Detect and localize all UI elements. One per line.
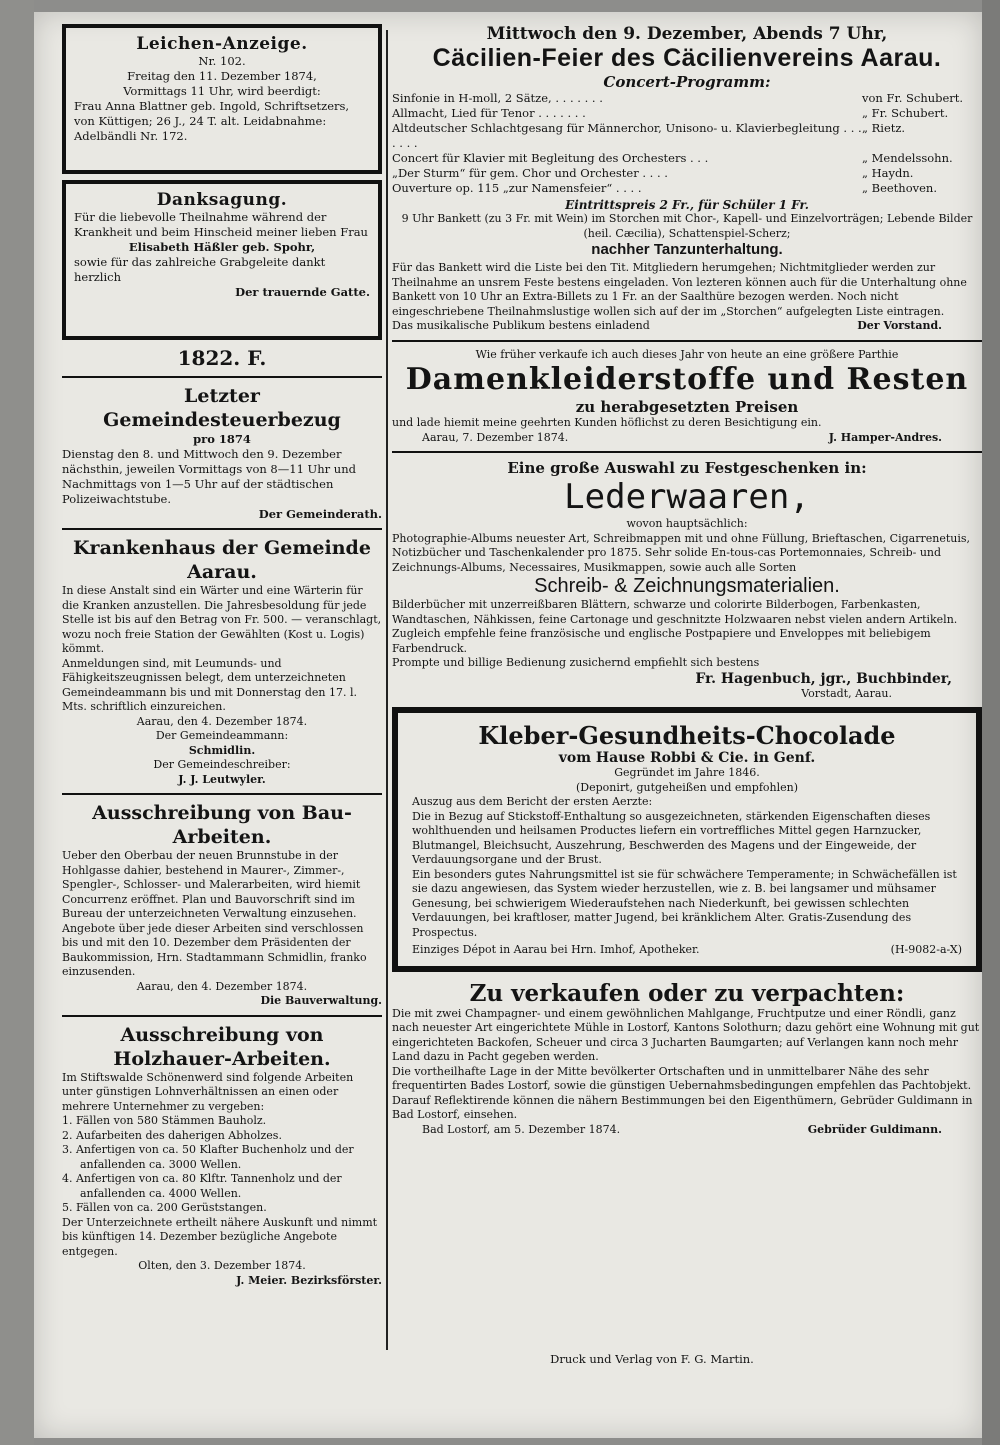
concert-ad [392, 24, 982, 334]
wood-item-5: 5. Fällen von ca. 200 Gerüststangen. [62, 1201, 267, 1214]
leather-intro: Eine große Auswahl zu Festgeschenken in: [507, 459, 867, 477]
wood-outro: Der Unterzeichnete ertheilt nähere Auskunft und nimmt bis künftigen 14. Dezember bezügliche Angebote entgegen. [62, 1215, 378, 1258]
program-row [392, 91, 982, 106]
thanks-notice [62, 180, 382, 340]
fabric-ad [392, 348, 982, 446]
wood-item-4: 4. Anfertigen von ca. 80 Klftr. Tannenholz und der anfallenden ca. 4000 Wellen. [62, 1172, 342, 1200]
left-page-margin [0, 0, 34, 1445]
chocolate-ad [392, 707, 982, 972]
building-title: Ausschreibung von Bau-Arbeiten. [92, 802, 352, 848]
thanks-text: Für die liebevolle Theilnahme während der Krankheit und beim Hinscheid meiner lieben Frau [74, 210, 368, 239]
chocolate-title: Kleber-Gesundheits-Chocolade [478, 721, 896, 750]
hospital-role-2: Der Gemeindeschreiber: [153, 758, 291, 771]
death-notice-title: Leichen-Anzeige. [136, 34, 308, 54]
program-title: Concert-Programm: [603, 73, 771, 91]
building-signature: Die Bauverwaltung. [260, 994, 382, 1007]
concert-closing-row [392, 319, 982, 334]
left-column [62, 24, 382, 1288]
wood-intro: Im Stiftswalde Schönenwerd sind folgende Arbeiten unter günstigen Lohnverhältnissen an einen oder mehrere Unternehmer zu vergeben: [62, 1070, 354, 1113]
building-place: Aarau, den 4. Dezember 1874. [136, 979, 308, 993]
tax-text: Dienstag den 8. und Mittwoch den 9. Dezember nächsthin, jeweilen Vormittags von 8—11 Uhr und Nachmittags von 1—5 Uhr auf der städtischen Polizeiwachtstube. [62, 447, 356, 506]
leather-headline: Lederwaaren, [564, 477, 810, 517]
concert-bankett: 9 Uhr Bankett (zu 3 Fr. mit Wein) im Storchen mit Chor-, Kapell- und Einzelvorträgen; Lebende Bilder (heil. Cæcilia), Schattenspiel-Scherz; [401, 212, 973, 240]
thanks-name: Elisabeth Häßler geb. Spohr, [128, 240, 316, 254]
concert-date: Mittwoch den 9. Dezember, Abends 7 Uhr, [486, 24, 888, 44]
chocolate-excerpt: Auszug aus dem Bericht der ersten Aerzte: [412, 795, 653, 808]
fabric-subtitle: zu herabgesetzten Preisen [575, 398, 799, 416]
program-work: „Der Sturm“ für gem. Chor und Orchester . . . . [392, 166, 668, 180]
leather-text-2: Bilderbücher mit unzerreißbaren Blättern, schwarze und colorirte Bilderbogen, Farbenkasten, Wandtaschen, Nähkissen, feine Cartonage und geschnitzte Holzwaaren nebst vielen andern Artikeln. [392, 598, 958, 626]
program-row [392, 106, 982, 121]
concert-title: Cäcilien-Feier des Cäcilienvereins Aarau. [432, 44, 942, 72]
program-row [392, 166, 982, 181]
fabric-headline: Damenkleiderstoffe und Resten [405, 362, 969, 397]
rule [392, 451, 982, 453]
sale-place: Bad Lostorf, am 5. Dezember 1874. [422, 1122, 621, 1136]
chocolate-founded: Gegründet im Jahre 1846. [614, 766, 760, 779]
program-work: Concert für Klavier mit Begleitung des Orchesters . . . [392, 151, 709, 165]
leather-ad [392, 459, 982, 701]
program-composer: „ Rietz. [862, 121, 906, 135]
hospital-role-1: Der Gemeindeammann: [155, 729, 289, 742]
wood-item-3: 3. Anfertigen von ca. 50 Klafter Buchenholz und der anfallenden ca. 3000 Wellen. [62, 1143, 354, 1171]
leather-text-4: Prompte und billige Bedienung zusichernd empfiehlt sich bestens [392, 656, 760, 669]
leather-signature: Fr. Hagenbuch, jgr., Buchbinder, [695, 670, 952, 687]
hospital-text: In diese Anstalt sind ein Wärter und eine Wärterin für die Kranken anzustellen. Die Jahresbesoldung für jede Stelle ist bis auf den Betrag von Fr. 500. — veranschlagt, wozu noch freie Station der Gewählten (Kost u. Logis) kömmt. [62, 584, 382, 655]
hospital-title: Krankenhaus der Gemeinde Aarau. [73, 537, 371, 583]
wood-title: Ausschreibung von Holzhauer-Arbeiten. [113, 1023, 331, 1070]
wood-notice [62, 1023, 382, 1289]
chocolate-depot: Einziges Dépot in Aarau bei Hrn. Imhof, Apotheker. [412, 943, 700, 956]
death-notice [62, 24, 382, 174]
death-notice-time: Vormittags 11 Uhr, wird beerdigt: [123, 84, 321, 98]
leather-signature-2: Vorstadt, Aarau. [801, 686, 892, 700]
program-row [392, 181, 982, 196]
wood-signature: J. Meier. Bezirksförster. [236, 1273, 382, 1287]
thanks-title: Danksagung. [156, 190, 288, 210]
concert-price: Eintrittspreis 2 Fr., für Schüler 1 Fr. [565, 198, 809, 212]
fabric-footer-row [392, 431, 982, 446]
death-notice-date: Freitag den 11. Dezember 1874, [127, 69, 317, 83]
building-text: Ueber den Oberbau der neuen Brunnstube in der Hohlgasse dahier, bestehend in Maurer-, Zimmer-, Spengler-, Schlosser- und Malerarbeiten, wird hiemit Concurrenz eröffnet. Plan und Bauvorschrift sind im Bureau der unterzeichneten Verwaltung einzusehen. Angebote über jede dieser Arbeiten sind verschlossen bis und mit den 10. Dezember dem Präsidenten der Baukommission, Hrn. Stadtammann Schmidlin, franko einzusenden. [62, 849, 367, 978]
fabric-signature: J. Hamper-Andres. [828, 430, 942, 444]
program-composer: „ Fr. Schubert. [862, 106, 949, 120]
sale-text-3: Darauf Reflektirende können die nähern Bestimmungen bei den Eigenthümern, Gebrüder Guldimann in Bad Lostorf, einsehen. [392, 1093, 973, 1121]
building-notice [62, 801, 382, 1009]
hospital-place: Aarau, den 4. Dezember 1874. [136, 714, 308, 728]
leather-subhead: Schreib- & Zeichnungsmaterialien. [534, 575, 840, 597]
rule [62, 528, 382, 530]
program-work: Ouverture op. 115 „zur Namensfeier“ . . . . [392, 181, 642, 195]
hospital-name-2: J. J. Leutwyler. [178, 772, 266, 786]
tax-title: Letzter Gemeindesteuerbezug [103, 385, 341, 431]
sale-title: Zu verkaufen oder zu verpachten: [469, 979, 905, 1007]
death-notice-number: Nr. 102. [198, 54, 246, 68]
program-composer: von Fr. Schubert. [862, 91, 964, 105]
hospital-text-2: Anmeldungen sind, mit Leumunds- und Fähigkeitszeugnissen belegt, dem unterzeichneten Gemeindeammann bis und mit Donnerstag den 17. l. Mts. schriftlich einzureichen. [62, 656, 357, 713]
right-column [392, 24, 982, 1137]
imprint: Druck und Verlag von F. G. Martin. [550, 1352, 754, 1366]
chocolate-deposited: (Deponirt, gutgeheißen und empfohlen) [575, 780, 799, 794]
sale-text-2: Die vortheilhafte Lage in der Mitte bevölkerter Ortschaften und in unmittelbarer Nähe des sehr frequentirten Bades Lostorf, sowie die günstigen Uebernahmsbedingungen empfehlen das Pachtobjekt. [392, 1064, 972, 1092]
rule [62, 1015, 382, 1017]
sale-text-1: Die mit zwei Champagner- und einem gewöhnlichen Mahlgange, Fruchtputze und einer Röndli, ganz nach neuester Art eingerichtete Mühle in Lostorf, Kantons Solothurn; dazu gehört eine Wohnung mit gut eingerichteten Backofen, Scheuer und circa 3 Jucharten Baumgarten; auf Verlangen kann noch mehr Land dazu in Pacht gegeben werden. [392, 1006, 980, 1063]
sale-ad [392, 980, 982, 1138]
tax-code: 1822. F. [177, 346, 267, 370]
fabric-intro: Wie früher verkaufe ich auch dieses Jahr von heute an eine größere Parthie [475, 347, 899, 361]
program-composer: „ Mendelssohn. [862, 151, 953, 165]
thanks-signature: Der trauernde Gatte. [235, 285, 370, 299]
rule [62, 793, 382, 795]
rule [62, 376, 382, 378]
program-row [392, 121, 982, 151]
death-notice-text: Frau Anna Blattner geb. Ingold, Schriftsetzers, von Küttigen; 26 J., 24 T. alt. Leidabnahme: Adelbändli Nr. 172. [74, 99, 350, 143]
rule [392, 340, 982, 342]
chocolate-depot-row [412, 943, 962, 958]
tax-subtitle: pro 1874 [193, 432, 251, 446]
fabric-place: Aarau, 7. Dezember 1874. [422, 430, 569, 444]
thanks-text-2: sowie für das zahlreiche Grabgeleite dankt herzlich [74, 255, 326, 284]
program-composer: „ Beethoven. [862, 181, 937, 195]
leather-wovon: wovon hauptsächlich: [626, 517, 748, 530]
fabric-text: und lade hiemit meine geehrten Kunden höflichst zu deren Besichtigung ein. [392, 416, 822, 429]
concert-dance: nachher Tanzunterhaltung. [591, 241, 783, 258]
sale-signature: Gebrüder Guldimann. [807, 1122, 942, 1136]
program-work: Allmacht, Lied für Tenor . . . . . . . [392, 106, 586, 120]
hospital-name-1: Schmidlin. [188, 743, 256, 757]
chocolate-text-1: Die in Bezug auf Stickstoff-Enthaltung so ausgezeichneten, stärkenden Eigenschaften dieses wohlthuenden und heilsamen Productes liefern ein vortreffliches Mittel gegen Harnzucker, Blutmangel, Bleichsucht, Auszehrung, Beschwerden des Magens und der Eingeweide, der Verdauungsorgane und der Brust. [412, 809, 931, 866]
hospital-notice [62, 536, 382, 787]
concert-signature: Der Vorstand. [857, 319, 942, 332]
wood-item-1: 1. Fällen von 580 Stämmen Bauholz. [62, 1114, 267, 1127]
leather-text-3: Zugleich empfehle feine französische und englische Postpapiere und Enveloppes mit beliebigem Farbendruck. [392, 627, 931, 655]
right-page-margin [982, 0, 1000, 1445]
leather-text-1: Photographie-Albums neuester Art, Schreibmappen mit und ohne Füllung, Brieftaschen, Cigarrenetuis, Notizbücher und Taschenkalender pro 1875. Sehr solide En-tous-cas Portemonnaies, Schreib- und Zeichnungs-Albums, Necessaires, Musikmappen, sowie auch alle Sorten [392, 531, 970, 574]
chocolate-text-2: Ein besonders gutes Nahrungsmittel ist sie für schwächere Temperamente; in Schwächefällen ist sie dazu angewiesen, das System wieder herzustellen, wie z. B. bei langsamer und mühsamer Genesung, bei schwierigem Wiederaufstehen nach Niederkunft, bei gewissen schlechten Verdauungen, bei kraftloser, matter Jugend, bei kränklichem Alter. Gratis-Zusendung des Prospectus. [412, 867, 957, 939]
concert-closing: Das musikalische Publikum bestens einladend [392, 319, 650, 332]
tax-notice [62, 346, 382, 522]
wood-place: Olten, den 3. Dezember 1874. [138, 1259, 306, 1272]
program-work: Altdeutscher Schlachtgesang für Männerchor, Unisono- u. Klavierbegleitung . . . . . . . [392, 121, 862, 150]
wood-item-2: 2. Aufarbeiten des daherigen Abholzes. [62, 1128, 282, 1142]
column-divider [386, 30, 388, 1350]
program-row [392, 151, 982, 166]
concert-info: Für das Bankett wird die Liste bei den Tit. Mitgliedern herumgehen; Nichtmitglieder werden zur Theilnahme an unsrem Feste bestens eingeladen. Von lezteren können auch für die Unterhaltung ohne Bankett von 10 Uhr an Extra-Billets zu 1 Fr. an der Saalthüre bezogen werden. Noch nicht eingeschriebene Theilnahmslustige wollen sich auf der im „Storchen“ aufgelegten Liste eintragen. [392, 261, 967, 318]
program-work: Sinfonie in H-moll, 2 Sätze, . . . . . . . [392, 91, 603, 105]
sale-footer-row [392, 1123, 982, 1138]
chocolate-code: (H-9082-a-X) [890, 943, 962, 956]
program-composer: „ Haydn. [862, 166, 914, 180]
chocolate-subtitle: vom Hause Robbi & Cie. in Genf. [558, 750, 816, 766]
tax-signature: Der Gemeinderath. [258, 507, 382, 521]
